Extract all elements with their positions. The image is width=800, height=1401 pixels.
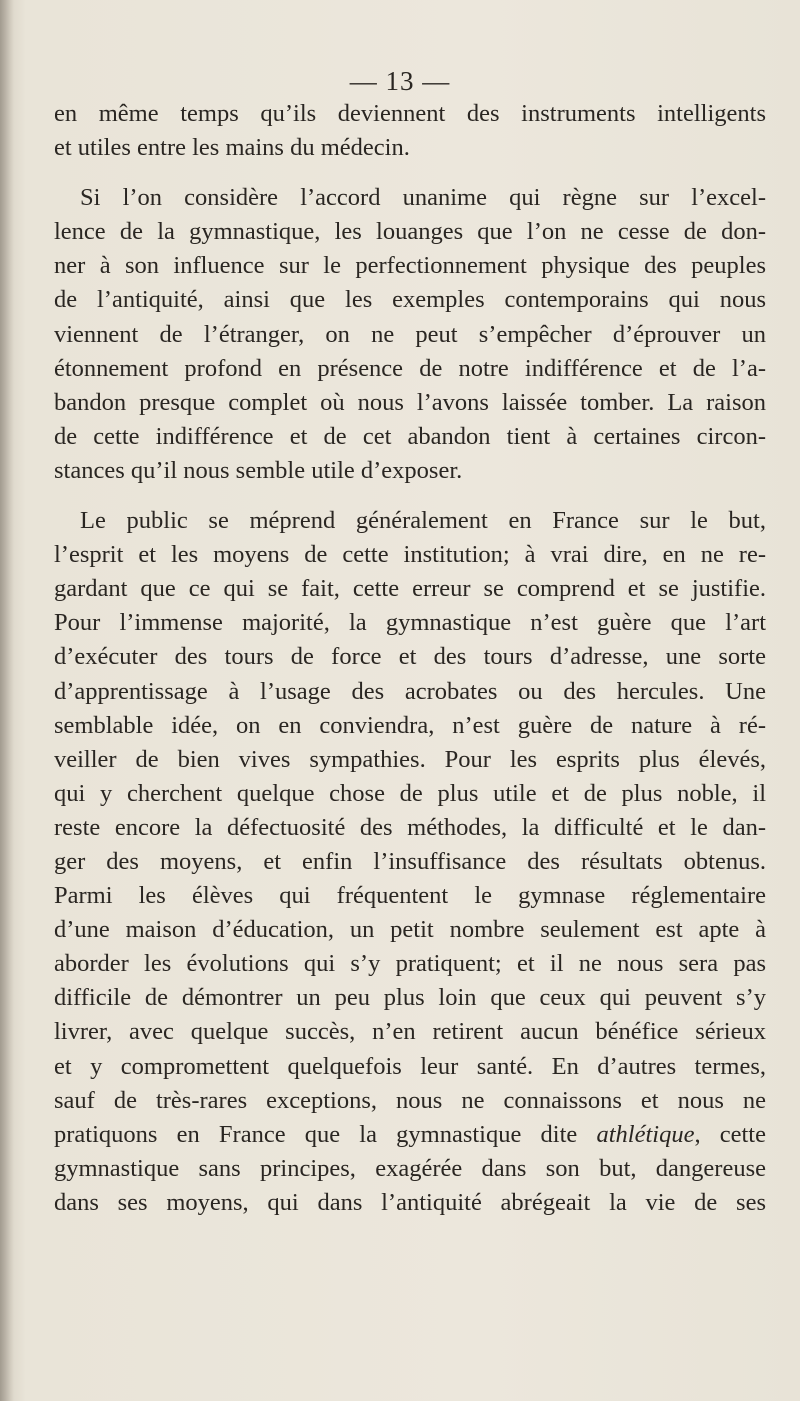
binding-shadow: [0, 0, 14, 1401]
text-line: difficile de démontrer un peu plus loin que ceux qui peuvent s’y: [54, 984, 766, 1012]
text-line: de cette indifférence et de cet abandon tient à certaines circon-: [54, 422, 766, 450]
text-line: ger des moyens, et enfin l’insuffisance des résultats obtenus.: [54, 847, 766, 875]
text-line: et utiles entre les mains du médecin.: [54, 134, 410, 162]
text-line: et y compromettent quelquefois leur santé. En d’autres termes,: [54, 1052, 766, 1080]
text-line: livrer, avec quelque succès, n’en retirent aucun bénéfice sérieux: [54, 1018, 766, 1046]
text-line: stances qu’il nous semble utile d’exposer.: [54, 456, 463, 484]
text-line: lence de la gymnastique, les louanges que l’on ne cesse de don-: [54, 218, 766, 246]
body-text: [54, 97, 766, 1220]
text-line: dans ses moyens, qui dans l’antiquité abrégeait la vie de ses: [54, 1188, 766, 1216]
text-segment: , cette: [694, 1120, 766, 1148]
text-line: ner à son influence sur le perfectionnement physique des peuples: [54, 252, 766, 280]
text-line: bandon presque complet où nous l’avons laissée tomber. La raison: [54, 388, 766, 416]
text-line: de l’antiquité, ainsi que les exemples contemporains qui nous: [54, 286, 766, 314]
paragraph-3: [54, 504, 766, 1220]
italic-term: athlétique: [596, 1120, 695, 1148]
text-line: d’apprentissage à l’usage des acrobates ou des hercules. Une: [54, 677, 766, 705]
text-line: sauf de très-rares exceptions, nous ne connaissons et nous ne: [54, 1086, 766, 1114]
text-line: Parmi les élèves qui fréquentent le gymnase réglementaire: [54, 882, 766, 910]
text-line: Pour l’immense majorité, la gymnastique n’est guère que l’art: [54, 609, 766, 637]
text-line-with-italic: [54, 1118, 766, 1152]
text-line: en même temps qu’ils deviennent des instruments intelligents: [54, 100, 766, 127]
paragraph-1: [54, 97, 766, 165]
text-line: veiller de bien vives sympathies. Pour les esprits plus élevés,: [54, 745, 766, 773]
page-number: — 13 —: [349, 66, 451, 96]
text-line: d’une maison d’éducation, un petit nombre seulement est apte à: [54, 916, 766, 944]
text-line: étonnement profond en présence de notre indifférence et de l’a-: [54, 354, 766, 382]
text-line: Le public se méprend généralement en France sur le but,: [80, 507, 766, 535]
text-line: d’exécuter des tours de force et des tours d’adresse, une sorte: [54, 643, 766, 671]
text-line: semblable idée, on en conviendra, n’est guère de nature à ré-: [54, 711, 766, 739]
text-line: aborder les évolutions qui s’y pratiquent; et il ne nous sera pas: [54, 950, 766, 978]
text-line: gymnastique sans principes, exagérée dans son but, dangereuse: [54, 1154, 766, 1182]
text-line: viennent de l’étranger, on ne peut s’empêcher d’éprouver un: [54, 320, 766, 348]
text-line: Si l’on considère l’accord unanime qui règne sur l’excel-: [80, 184, 766, 212]
text-line: gardant que ce qui se fait, cette erreur se comprend et se justifie.: [54, 575, 766, 603]
paragraph-2: [54, 181, 766, 488]
text-line: l’esprit et les moyens de cette institution; à vrai dire, en ne re-: [54, 541, 766, 569]
text-segment: pratiquons en France que la gymnastique dite: [54, 1120, 578, 1148]
text-line: qui y cherchent quelque chose de plus utile et de plus noble, il: [54, 779, 766, 807]
text-line: reste encore la défectuosité des méthodes, la difficulté et le dan-: [54, 813, 766, 841]
